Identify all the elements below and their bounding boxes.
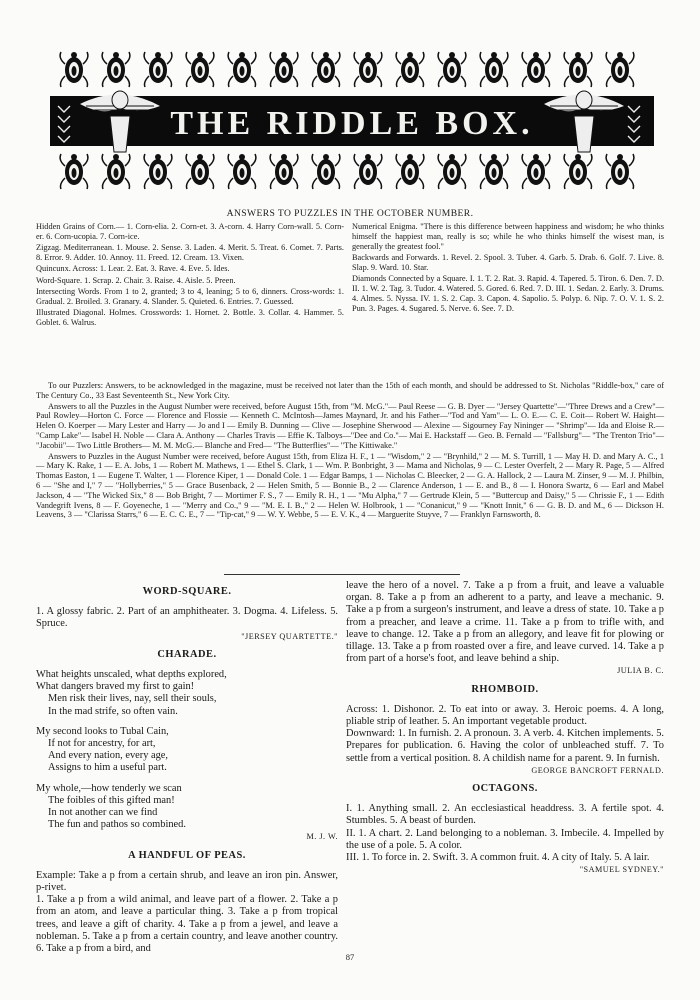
charade-line: Men risk their lives, nay, sell their souls,	[48, 693, 217, 705]
riddle-box-banner	[50, 44, 654, 200]
charade-line: In not another can we find	[48, 807, 158, 819]
word-square-text: 1. A glossy fabric. 2. Part of an amphitheater. 3. Dogma. 4. Lifeless. 5. Spruce.	[36, 606, 338, 630]
octagons-part-2: II. 1. A chart. 2. Land belonging to a nobleman. 3. Imbecile. 4. Impelled by the use of a pole. 5. A color.	[346, 827, 664, 851]
answer-zigzag: Zigzag. Mediterranean. 1. Mouse. 2. Sense. 3. Laden. 4. Merit. 5. Treat. 6. Comet. 7. Parts. 8. Error. 9. Adder. 10. Annoy. 11. Freed. 12. Cream. 13. Vixen.	[36, 243, 344, 262]
rhomboid-downward: Downward: 1. In furnish. 2. A pronoun. 3. A verb. 4. Kitchen implements. 5. Prepares for publication. 6. Having the color of unbleached stuff. 7. To settle from a vertical position. 8. A childish name for a parent. 9. In furnish.	[346, 728, 664, 764]
octagons-part-3: III. 1. To force in. 2. Swift. 3. A common fruit. 4. A city of Italy. 5. A lair.	[346, 852, 650, 864]
octagons-heading: OCTAGONS.	[472, 783, 538, 795]
answers-subheading: ANSWERS TO PUZZLES IN THE OCTOBER NUMBER.	[226, 208, 474, 219]
charade-line: And every nation, every age,	[48, 750, 169, 762]
answer-diamonds-square: Diamonds Connected by a Square. I. 1. T. 2. Rat. 3. Rapid. 4. Tapered. 5. Tiron. 6. Den. 7. D. II. 1. W. 2. Tag. 3. Tudor. 4. Watered. 5. Gored. 6. Red. 7. D. III. 1. Sedan. 2. Early. 3. Drums. 4. Almes. 5. Nyssa. IV. 1. S. 2. Cap. 3. Capon. 4. Sapolio. 5. Polyp. 6. Nip. 7. O. V. 1. S. 2. Pun. 3. Pages. 4. Sugared. 5. Nerve. 6. See. 7. D.	[352, 274, 664, 313]
word-square-signature: "JERSEY QUARTETTE."	[241, 631, 338, 641]
octagons-part-1: I. 1. Anything small. 2. An ecclesiastical headdress. 3. A fertile spot. 4. Stumbles. 5. A beast of burden.	[346, 803, 664, 827]
charade-line: Assigns to him a useful part.	[48, 762, 167, 774]
peas-example: Example: Take a p from a certain shrub, and leave an iron pin. Answer, p-rivet.	[36, 869, 338, 894]
charade-line: If not for ancestry, for art,	[48, 738, 156, 750]
charade-line: The foibles of this gifted man!	[48, 794, 175, 806]
banner-title: THE RIDDLE BOX.	[170, 105, 534, 142]
answer-intersecting-words: Intersecting Words. From 1 to 2, granted; 3 to 4, leaning; 5 to 6, dinners. Cross-words: 1. Gradual. 2. Broiled. 3. Granary. 4. Slander. 5. Quieted. 6. Entries. 7. Guessed.	[36, 287, 344, 306]
charade-heading: CHARADE.	[157, 648, 217, 660]
charade-line: My second looks to Tubal Cain,	[36, 725, 169, 737]
top-beetle-border	[60, 52, 634, 87]
charade-line: What heights unscaled, what depths explored,	[36, 669, 227, 681]
answers-right-column	[352, 222, 664, 315]
rhomboid-signature: GEORGE BANCROFT FERNALD.	[531, 765, 664, 775]
charade-signature: M. J. W.	[306, 832, 338, 842]
charade-line: What dangers braved my first to gain!	[36, 681, 195, 693]
rhomboid-heading: RHOMBOID.	[471, 683, 539, 695]
peas-text: 1. Take a p from a wild animal, and leave part of a flower. 2. Take a p from an atom, and leave a particular thing. 3. Take a p from tropical trees, and leave a gift of charity. 4. Take a p from a jewel, and leave a nobleman. 5. Take a p from a certain country, and leave another country. 6. Take a p from a bird, and	[36, 894, 338, 955]
peas-signature: JULIA B. C.	[617, 666, 664, 676]
answer-illustrated-diagonal: Illustrated Diagonal. Holmes. Crosswords: 1. Hornet. 2. Bottle. 3. Collar. 4. Hammer. 5. Goblet. 6. Walrus.	[36, 308, 344, 328]
notice-puzzles-received: Answers to Puzzles in the August Number were received, before August 15th, from Eliza H. F., 1 — "Wisdom," 2 — "Brynhild," 2 — M. S. Turrill, 1 — May H. D. and Mary A. C., 1 — Mary K. Rake, 1 — E. A. Jobs, 1 — Robert M. Mathews, 1 — Ethel S. Clark, 1 — Wm. P. Bonbright, 3 — Mama and Nicholas, 9 — C. Lester Overfelt, 2 — Mary R. Page, 5 — Alfred Thomas Easton, 1 — Eugene T. Walter, 1 — Florence Kiper, 1 — Donald Cole. 1 — Edgar Bamps, 1 — Nicholas C. Bleecker, 2 — G. A. Hallock, 2 — Laura M. Zinser, 9 — M. J. Philbin, 6 — "She and I," 7 — "Hollyberries," 5 — Grace Busenback, 2 — Helen Smith, 5 — Bonnie B., 2 — Clarence Anderson, 1 — E. and B., 8 — I. Honora Swartz, 6 — Earl and Mabel Jackson, 4 — "The Wicked Six," 8 — Bob Bright, 7 — Mortimer F. S., 7 — Emily R. H., 1 — "Mu Alpha," 7 — Gertrude Klein, 5 — "Buttercup and Daisy," 5 — Chrissie F., 1 — Edith Vandegrift Ivens, 8 — F. Goyeneche, 1 — "Merry and Co.," 9 — "M. E. I. B.," 2 — Helen W. Holbrook, 1 — "Conanicut," 9 — "Knott Innit," 6 — G. B. D. and M., 6 — Dickson H. Leavens, 3 — "Clarissa Starrs," 6 — E. C. C. E., 7 — "Tip-cat," 9 — W. Y. Webbe, 5 — E. V. K., 4 — Marguerite Stuyve, 7 — Franklyn Farnsworth, 8.	[36, 451, 664, 520]
answer-hidden-grains: Hidden Grains of Corn.— 1. Corn-elia. 2. Corn-et. 3. A-corn. 4. Harry Corn-wall. 5. Corn-er. 6. Corn-ucopia. 7. Corn-ice.	[36, 222, 344, 241]
section-divider	[224, 574, 460, 575]
word-square-heading: WORD-SQUARE.	[142, 586, 232, 597]
answers-left-column	[36, 222, 344, 330]
notice-to-puzzlers: To our Puzzlers: Answers, to be acknowledged in the magazine, must be received not later than the 15th of each month, and should be addressed to St. Nicholas "Riddle-box," care of The Century Co., 33 East Seventeenth St., New York City.	[36, 381, 664, 400]
answer-word-square: Word-Square. 1. Scrap. 2. Chair. 3. Raise. 4. Aisle. 5. Preen.	[36, 275, 236, 285]
notices-block	[36, 381, 664, 521]
answer-numerical-enigma: Numerical Enigma. "There is this difference between happiness and wisdom; he who thinks himself the happiest man, really is so; while he who thinks himself the wisest man, is generally the greatest fool."	[352, 222, 664, 251]
notice-all-puzzles: Answers to all the Puzzles in the August Number were received, before August 15th, from "M. McG."— Paul Reese — G. B. Dyer — "Jersey Quartette"—"Three Drews and a Crew"—Paul Rowley—Horton C. Force — Florence and Flossie — Kenneth C. McIntosh—James Maynard, Jr. and his Father—"Tod and Yam"— L. O. E.— C. E. Coit— Robert W. Haight— Helen O. Koerper — Mary Lester and Harry — Jo and I — Emily B. Dunning — Clive — Josephine Sherwood — Alexine — Sigourney Fay Nininger — "Shrimp"— Ida and Eloise R.— "Camp Lake"— Isabel H. Noble — Clara A. Anthony — Charles Travis — Effie K. Talboys—"Dee and Co."— Mai E. Hackstaff — Geo. B. Fernald — "Fallsburg"— "The Trenton Trio"— "Jacobii"— Two Little Brothers— M. M. McG.— Blanche and Fred— "The Butterflies"— "The Kittiwake."	[36, 401, 664, 450]
puzzles-right-column	[346, 580, 664, 876]
charade-verse	[36, 669, 338, 844]
answer-quincunx: Quincunx. Across: 1. Lear. 2. Eat. 3. Rave. 4. Eve. 5. Ides.	[36, 264, 230, 274]
puzzles-left-column	[36, 580, 338, 955]
bottom-beetle-border	[60, 154, 634, 189]
charade-line: My whole,—how tenderly we scan	[36, 782, 182, 794]
peas-heading: A HANDFUL OF PEAS.	[128, 849, 246, 861]
charade-line: In the mad strife, so often vain.	[48, 705, 178, 717]
page-number: 87	[345, 952, 355, 962]
octagons-signature: "SAMUEL SYDNEY."	[579, 865, 664, 875]
answer-backwards-forwards: Backwards and Forwards. 1. Revel. 2. Spool. 3. Tuber. 4. Garb. 5. Drab. 6. Golf. 7. Live. 8. Slap. 9. Ward. 10. Star.	[352, 252, 664, 272]
charade-line: The fun and pathos so combined.	[48, 819, 186, 831]
rhomboid-across: Across: 1. Dishonor. 2. To eat into or away. 3. Heroic poems. 4. A long, pliable strip of leather. 5. An important vegetable product.	[346, 703, 664, 728]
peas-continued: leave the hero of a novel. 7. Take a p from a fruit, and leave a valuable organ. 8. Take a p from an adherent to a party, and leave a mechanic. 9. Take a p from a surgeon's instrument, and leave a dress of state. 10. Take a p from a preacher, and leave a crime. 11. Take a p from to trifle with, and leave to change. 12. Take a p from an allegory, and leave fit for plowing or tillage. 13. Take a p from roasted over a fire, and leave curved. 14. Take a p from part of a horse's foot, and leave behind a ship.	[346, 580, 664, 665]
